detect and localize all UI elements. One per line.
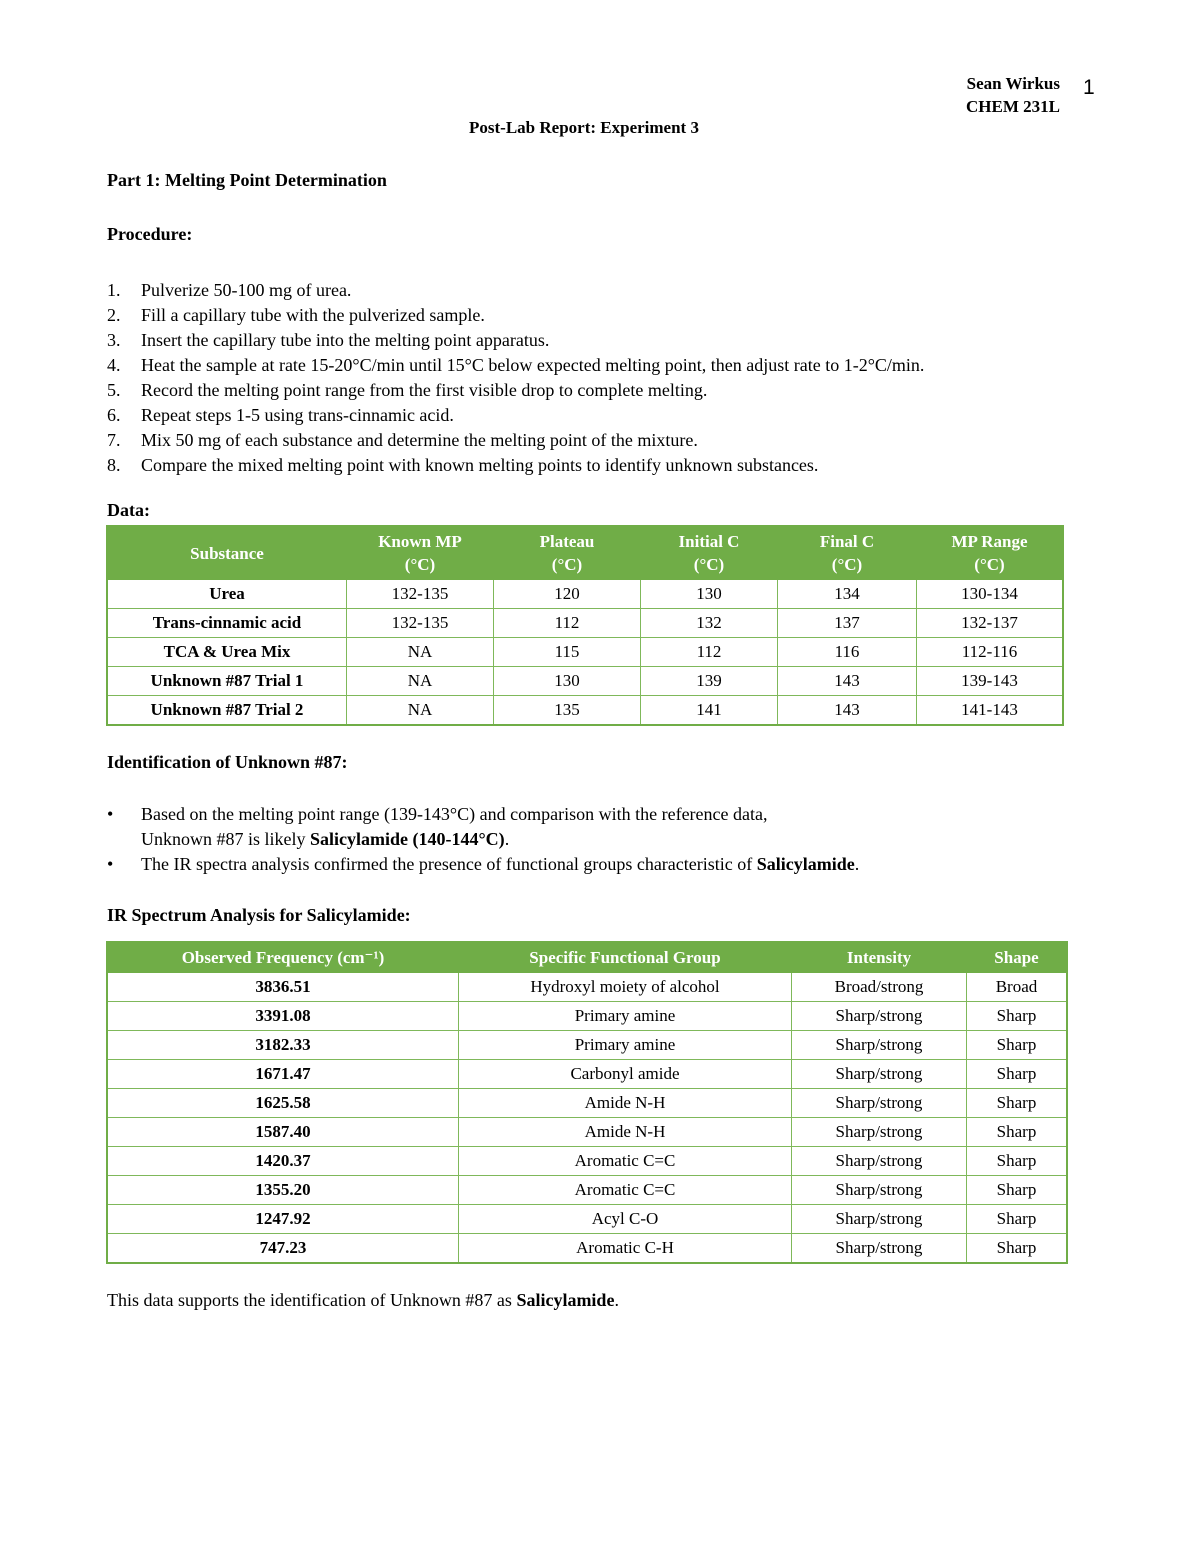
col-header-intensity: Intensity: [792, 942, 967, 973]
procedure-heading: Procedure:: [107, 224, 193, 244]
ir-spectrum-table: [106, 941, 1068, 1264]
col-header-initial: Initial C (°C): [641, 526, 778, 580]
col-header-mp-range: MP Range (°C): [917, 526, 1064, 580]
table-row: 3836.51 Hydroxyl moiety of alcohol Broad/strong Broad: [107, 973, 1067, 1002]
table-row: Trans-cinnamic acid 132-135 112 132 137 132-137: [107, 609, 1063, 638]
course-code: CHEM 231L: [966, 97, 1060, 116]
col-header-functional-group: Specific Functional Group: [459, 942, 792, 973]
list-item: • The IR spectra analysis confirmed the presence of functional groups characteristic of Salicylamide.: [107, 852, 859, 877]
table-row: Unknown #87 Trial 2 NA 135 141 143 141-143: [107, 696, 1063, 726]
table-row: TCA & Urea Mix NA 115 112 116 112-116: [107, 638, 1063, 667]
bullet-icon: •: [107, 804, 114, 824]
table-row: 747.23 Aromatic C-H Sharp/strong Sharp: [107, 1234, 1067, 1264]
author-block: [966, 72, 1060, 118]
table-row: 3391.08 Primary amine Sharp/strong Sharp: [107, 1002, 1067, 1031]
procedure-step: 2. Fill a capillary tube with the pulverized sample.: [107, 305, 485, 325]
col-header-substance: Substance: [107, 526, 347, 580]
procedure-step: 5. Record the melting point range from the first visible drop to complete melting.: [107, 380, 708, 400]
table-row: 1587.40 Amide N-H Sharp/strong Sharp: [107, 1118, 1067, 1147]
procedure-step: 7. Mix 50 mg of each substance and determine the melting point of the mixture.: [107, 430, 698, 450]
data-heading: Data:: [107, 500, 150, 520]
ir-heading: IR Spectrum Analysis for Salicylamide:: [107, 905, 411, 925]
procedure-step: 8. Compare the mixed melting point with known melting points to identify unknown substances.: [107, 455, 819, 475]
col-header-shape: Shape: [967, 942, 1068, 973]
report-title: Post-Lab Report: Experiment 3: [469, 118, 699, 137]
table-row: 1355.20 Aromatic C=C Sharp/strong Sharp: [107, 1176, 1067, 1205]
author-name: Sean Wirkus: [966, 74, 1060, 93]
identification-list: [107, 802, 859, 877]
procedure-list: [107, 278, 924, 478]
table-header-row: [107, 526, 1063, 580]
col-header-final: Final C (°C): [778, 526, 917, 580]
part1-heading: Part 1: Melting Point Determination: [107, 170, 387, 190]
procedure-step: 6. Repeat steps 1-5 using trans-cinnamic acid.: [107, 405, 454, 425]
col-header-plateau: Plateau (°C): [494, 526, 641, 580]
procedure-step: 4. Heat the sample at rate 15-20°C/min until 15°C below expected melting point, then adjust rate to 1-2°C/min.: [107, 355, 925, 375]
page-number: 1: [1083, 76, 1095, 99]
melting-point-table: [106, 525, 1064, 726]
table-row: Unknown #87 Trial 1 NA 130 139 143 139-143: [107, 667, 1063, 696]
col-header-frequency: Observed Frequency (cm⁻¹): [107, 942, 459, 973]
conclusion-text: This data supports the identification of Unknown #87 as Salicylamide.: [107, 1290, 619, 1310]
table-row: 1625.58 Amide N-H Sharp/strong Sharp: [107, 1089, 1067, 1118]
table-row: 3182.33 Primary amine Sharp/strong Sharp: [107, 1031, 1067, 1060]
identification-heading: Identification of Unknown #87:: [107, 752, 348, 772]
procedure-step: 1. Pulverize 50-100 mg of urea.: [107, 280, 352, 300]
col-header-known-mp: Known MP (°C): [347, 526, 494, 580]
list-item: • Based on the melting point range (139-143°C) and comparison with the reference data, Unknown #87 is likely Salicylamide (140-144°C).: [107, 804, 768, 849]
table-row: 1420.37 Aromatic C=C Sharp/strong Sharp: [107, 1147, 1067, 1176]
bullet-icon: •: [107, 854, 114, 874]
table-row: Urea 132-135 120 130 134 130-134: [107, 580, 1063, 609]
table-row: 1247.92 Acyl C-O Sharp/strong Sharp: [107, 1205, 1067, 1234]
procedure-step: 3. Insert the capillary tube into the melting point apparatus.: [107, 330, 550, 350]
table-header-row: [107, 942, 1067, 973]
table-row: 1671.47 Carbonyl amide Sharp/strong Sharp: [107, 1060, 1067, 1089]
